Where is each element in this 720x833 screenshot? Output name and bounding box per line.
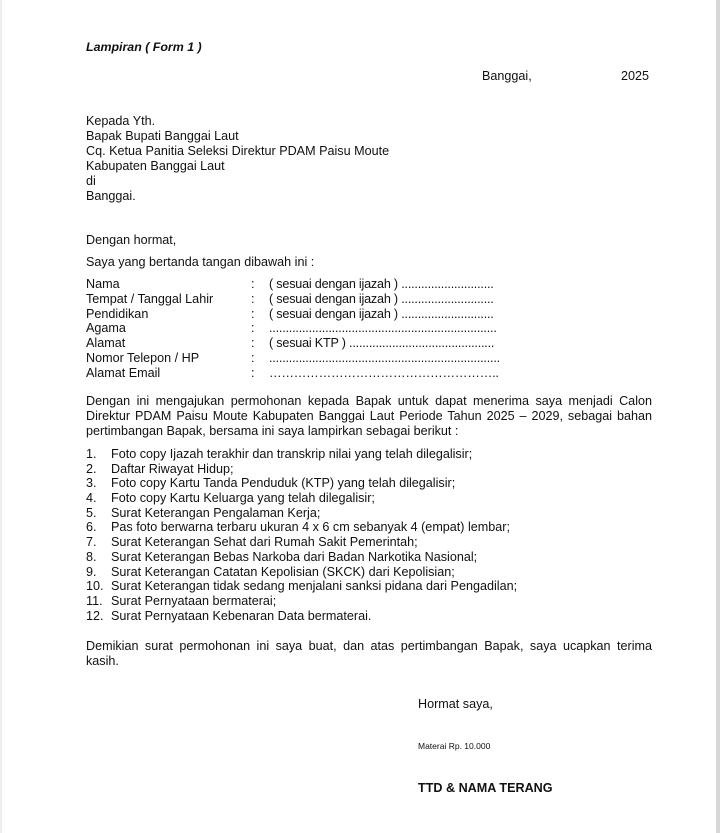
list-text: Surat Pernyataan bermaterai;	[111, 593, 277, 608]
field-label: Nomor Telepon / HP	[86, 350, 200, 365]
field-value: ………………………………………………..	[269, 365, 499, 380]
field-colon: :	[251, 306, 255, 321]
list-number: 8.	[86, 549, 97, 564]
list-text: Daftar Riwayat Hidup;	[111, 461, 234, 476]
list-number: 5.	[86, 505, 97, 520]
list-text: Surat Keterangan Pengalaman Kerja;	[111, 505, 321, 520]
list-number: 10.	[86, 579, 104, 594]
field-label: Alamat Email	[86, 365, 161, 380]
field-value: .....................................................................	[269, 321, 497, 336]
field-colon: :	[251, 365, 255, 380]
list-text: Foto copy Kartu Keluarga yang telah dilegalisir;	[111, 491, 375, 506]
list-number: 9.	[86, 564, 97, 579]
addressee-line: Kepada Yth.	[86, 114, 156, 128]
field-value: ( sesuai KTP ) ............................................	[269, 336, 495, 351]
letter-city: Banggai,	[482, 69, 532, 83]
intro-line: Saya yang bertanda tangan dibawah ini :	[86, 255, 315, 269]
addressee-line: Cq. Ketua Panitia Seleksi Direktur PDAM Paisu Moute	[86, 144, 390, 158]
paragraph-line: pertimbangan Bapak, bersama ini saya lampirkan sebagai berikut :	[86, 424, 459, 438]
letter-year: 2025	[621, 69, 650, 83]
regards-line: Hormat saya,	[418, 697, 493, 711]
field-label: Tempat / Tanggal Lahir	[86, 291, 214, 306]
field-colon: :	[251, 277, 255, 291]
field-value: ......................................................................	[269, 350, 500, 365]
form-label: Lampiran ( Form 1 )	[86, 40, 202, 54]
addressee-line: Kabupaten Banggai Laut	[86, 159, 225, 173]
field-colon: :	[251, 291, 255, 306]
field-label: Pendidikan	[86, 306, 149, 321]
list-text: Foto copy Kartu Tanda Penduduk (KTP) yang telah dilegalisir;	[111, 476, 456, 491]
body-paragraph	[86, 394, 652, 439]
list-number: 12.	[86, 608, 104, 623]
page-edge-left	[0, 0, 2, 833]
signature-line: TTD & NAMA TERANG	[418, 781, 553, 795]
list-number: 11.	[86, 593, 103, 608]
paragraph-line: Direktur PDAM Paisu Moute Kabupaten Banggai Laut Periode Tahun 2025 – 2029, sebagai bahan	[86, 409, 652, 423]
list-text: Surat Keterangan tidak sedang menjalani sanksi pidana dari Pengadilan;	[111, 579, 518, 594]
paragraph-line: Dengan ini mengajukan permohonan kepada Bapak untuk dapat menerima saya menjadi Calon	[86, 394, 652, 408]
list-number: 1.	[86, 447, 97, 461]
paragraph-line: Demikian surat permohonan ini saya buat, dan atas pertimbangan Bapak, saya ucapkan terima	[86, 639, 652, 653]
field-label: Agama	[86, 321, 126, 336]
list-number: 7.	[86, 535, 97, 550]
list-number: 2.	[86, 461, 97, 476]
field-value: ( sesuai dengan ijazah ) ............................	[269, 306, 494, 321]
list-text: Surat Pernyataan Kebenaran Data bermaterai.	[111, 608, 372, 623]
list-text: Surat Keterangan Sehat dari Rumah Sakit Pemerintah;	[111, 535, 418, 550]
list-number: 4.	[86, 491, 97, 506]
list-text: Pas foto berwarna terbaru ukuran 4 x 6 cm sebanyak 4 (empat) lembar;	[111, 520, 510, 535]
list-text: Foto copy Ijazah terakhir dan transkrip nilai yang telah dilegalisir;	[111, 447, 473, 461]
field-colon: :	[251, 321, 255, 336]
addressee-line: di	[86, 174, 96, 188]
list-text: Surat Keterangan Catatan Kepolisian (SKCK) dari Kepolisian;	[111, 564, 455, 579]
list-text: Surat Keterangan Bebas Narkoba dari Badan Narkotika Nasional;	[111, 549, 478, 564]
paragraph-line: kasih.	[86, 654, 119, 668]
field-colon: :	[251, 350, 255, 365]
addressee-line: Banggai.	[86, 189, 136, 203]
list-number: 3.	[86, 476, 97, 491]
field-value: ( sesuai dengan ijazah ) ............................	[269, 291, 494, 306]
closing-paragraph	[86, 639, 652, 669]
addressee-line: Bapak Bupati Banggai Laut	[86, 129, 239, 143]
field-value: ( sesuai dengan ijazah ) ............................	[269, 277, 494, 291]
field-colon: :	[251, 336, 255, 351]
stamp-note: Materai Rp. 10.000	[418, 741, 491, 751]
field-label: Alamat	[86, 336, 126, 351]
addressee-block	[86, 114, 389, 204]
page-edge-right	[716, 0, 720, 833]
field-label: Nama	[86, 277, 120, 291]
list-number: 6.	[86, 520, 97, 535]
greeting: Dengan hormat,	[86, 233, 177, 247]
